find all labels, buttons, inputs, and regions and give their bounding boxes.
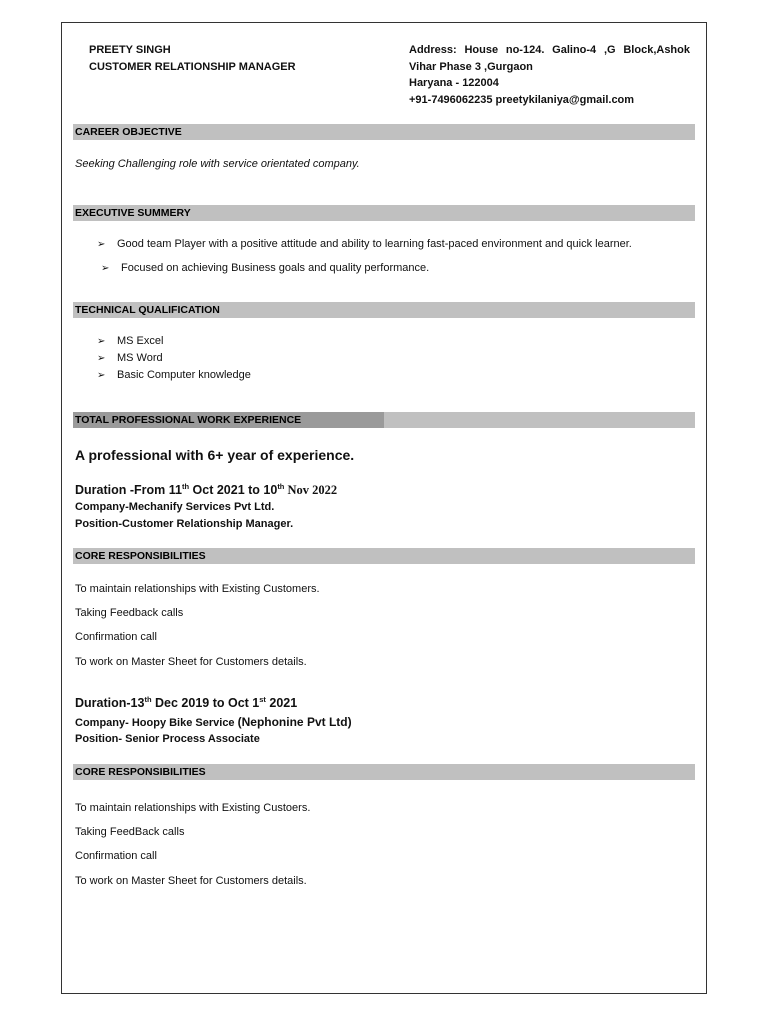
experience-summary: A professional with 6+ year of experience. <box>75 447 355 463</box>
list-item: ➢ MS Excel <box>97 335 164 347</box>
section-band-experience <box>73 412 695 428</box>
section-heading-career-objective: CAREER OBJECTIVE <box>75 126 182 138</box>
candidate-name: PREETY SINGH <box>89 44 171 56</box>
job1-company: Company-Mechanify Services Pvt Ltd. <box>75 501 275 513</box>
address-line-3: Haryana - 122004 <box>409 77 499 89</box>
header-address <box>409 42 690 108</box>
section-heading-core-responsibilities-2: CORE RESPONSIBILITIES <box>75 766 206 778</box>
list-item: To maintain relationships with Existing Customers. <box>75 583 320 595</box>
arrow-bullet-icon: ➢ <box>97 353 106 364</box>
section-heading-executive-summary: EXECUTIVE SUMMERY <box>73 205 199 221</box>
list-item: Confirmation call <box>75 631 157 643</box>
section-band-technical <box>73 302 695 318</box>
section-heading-core-responsibilities-1: CORE RESPONSIBILITIES <box>75 550 206 562</box>
list-item: To maintain relationships with Existing Custoers. <box>75 802 311 814</box>
section-band-career-objective <box>73 124 695 140</box>
candidate-title: CUSTOMER RELATIONSHIP MANAGER <box>89 61 296 73</box>
list-item: Taking Feedback calls <box>75 607 184 619</box>
arrow-bullet-icon: ➢ <box>97 239 106 250</box>
section-band-core-responsibilities-1 <box>73 548 695 564</box>
job1-position: Position-Customer Relationship Manager. <box>75 518 294 530</box>
list-item: ➢ Focused on achieving Business goals and quality performance. <box>101 262 430 274</box>
arrow-bullet-icon: ➢ <box>101 263 110 274</box>
job2-company: Company- Hoopy Bike Service (Nephonine Pvt Ltd) <box>75 715 352 729</box>
list-item: To work on Master Sheet for Customers details. <box>75 656 307 668</box>
job1-duration: Duration -From 11th Oct 2021 to 10th Nov 2022 <box>75 481 338 497</box>
address-line-2: Vihar Phase 3 ,Gurgaon <box>409 60 533 73</box>
contact-line: +91-7496062235 preetykilaniya@gmail.com <box>409 93 635 106</box>
header-left <box>89 42 296 76</box>
job2-position: Position- Senior Process Associate <box>75 733 260 745</box>
list-item: ➢ Basic Computer knowledge <box>97 369 251 381</box>
job2-duration: Duration-13th Dec 2019 to Oct 1st 2021 <box>75 694 298 710</box>
list-item: Confirmation call <box>75 850 157 862</box>
arrow-bullet-icon: ➢ <box>97 370 106 381</box>
section-heading-technical: TECHNICAL QUALIFICATION <box>75 304 220 316</box>
career-objective-text: Seeking Challenging role with service orientated company. <box>75 158 360 170</box>
section-heading-experience: TOTAL PROFESSIONAL WORK EXPERIENCE <box>73 412 384 428</box>
section-band-executive-summary <box>73 205 695 221</box>
arrow-bullet-icon: ➢ <box>97 336 106 347</box>
list-item: To work on Master Sheet for Customers details. <box>75 875 307 887</box>
list-item: ➢ MS Word <box>97 352 163 364</box>
address-line-1: Address: House no-124. Galino-4 ,G Block,Ashok <box>409 44 690 56</box>
section-band-core-responsibilities-2 <box>73 764 695 780</box>
list-item: ➢ Good team Player with a positive attitude and ability to learning fast-paced environment and quick learner. <box>97 238 632 250</box>
list-item: Taking FeedBack calls <box>75 826 185 838</box>
